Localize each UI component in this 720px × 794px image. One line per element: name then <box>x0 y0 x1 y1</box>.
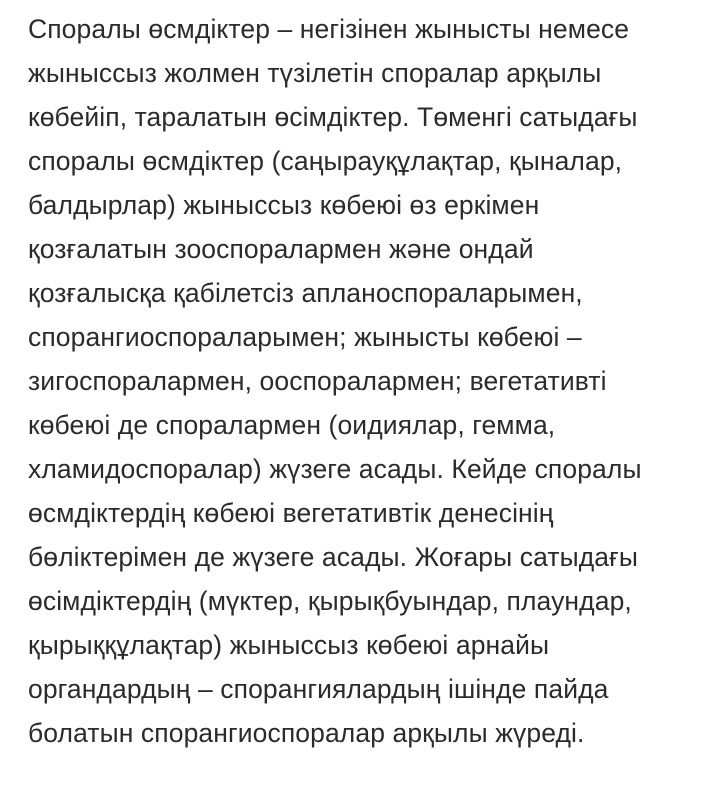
text-line: спорангиоспораларымен; жынысты көбеюі – <box>28 322 582 352</box>
text-line: көбейіп, таралатын өсімдіктер. Төменгі сатыдағы <box>28 102 638 132</box>
text-line: споралы өсмдіктер (саңырауқұлақтар, қыналар, <box>28 146 623 176</box>
text-line: Споралы өсмдіктер – негізінен жынысты немесе <box>28 14 630 44</box>
text-line: көбеюі де споралармен (оидиялар, гемма, <box>28 410 556 440</box>
text-line: хламидоспоралар) жүзеге асады. Кейде споралы <box>28 454 642 484</box>
text-line: қозғалысқа қабілетсіз апланоспораларымен, <box>28 278 583 308</box>
text-line: бөліктерімен де жүзеге асады. Жоғары сатыдағы <box>28 542 639 572</box>
text-line: балдырлар) жыныссыз көбеюі өз еркімен <box>28 190 540 220</box>
body-paragraph <box>28 7 720 755</box>
text-line: болатын спорангиоспоралар арқылы жүреді. <box>28 718 585 748</box>
text-line: қозғалатын зооспоралармен және ондай <box>28 234 534 264</box>
text-line: жыныссыз жолмен түзілетін споралар арқылы <box>28 58 602 88</box>
text-line: органдардың – спорангиялардың ішінде пайда <box>28 674 609 704</box>
text-line: қырыққұлақтар) жыныссыз көбеюі арнайы <box>28 630 550 660</box>
text-line: зигоспоралармен, ооспоралармен; вегетативті <box>28 366 607 396</box>
text-line: өсмдіктердің көбеюі вегетативтік денесінің <box>28 498 554 528</box>
text-line: өсімдіктердің (мүктер, қырықбуындар, плаундар, <box>28 586 632 616</box>
